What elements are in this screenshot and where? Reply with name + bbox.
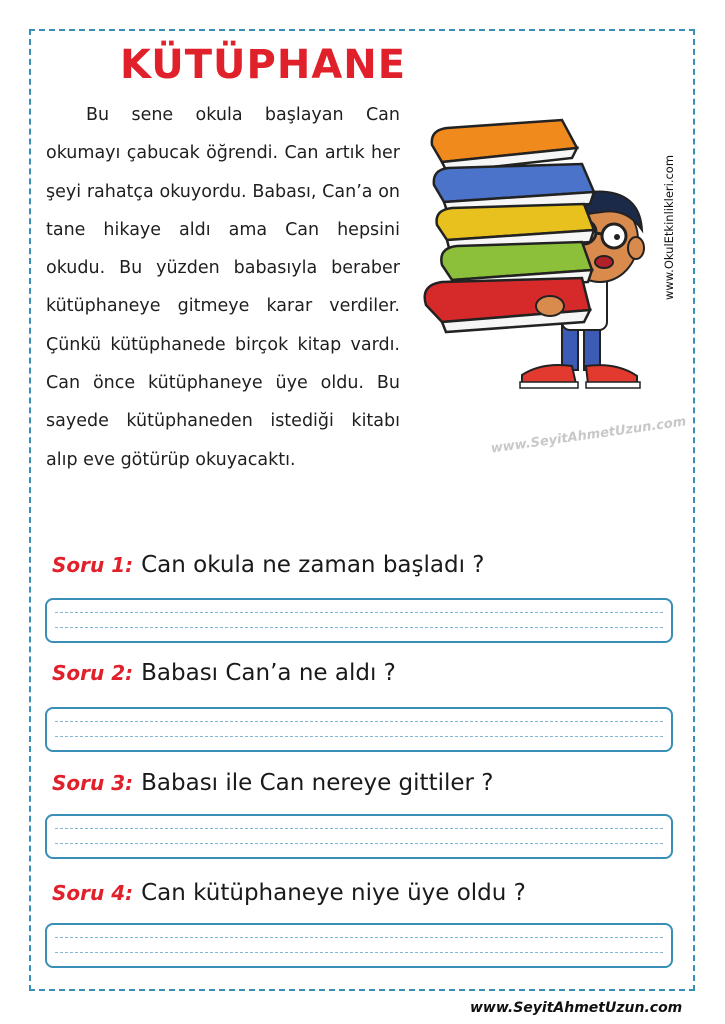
story-text: Bu sene okula başlayan Can okumayı çabucak öğrendi. Can artık her şeyi rahatça okuyordu. Babası, Can’a on tane hikaye aldı ama Can hepsini okudu. Bu yüzden babasıyla beraber kütüphaneye gitmeye karar verdiler. Çünkü kütüphanede birçok kitap vardı. Can önce kütüphaneye üye oldu. Bu sayede kütüphaneden istediği kitabı alıp eve götürüp okuyacaktı. [46, 105, 400, 470]
question-1 [52, 552, 485, 578]
question-4 [52, 880, 526, 906]
question-4-label: Soru 4: [52, 881, 134, 905]
footer-website-credit: www.SeyitAhmetUzun.com [470, 1000, 683, 1016]
question-1-label: Soru 1: [52, 553, 134, 577]
answer-box-2[interactable] [45, 707, 673, 752]
story-paragraph [46, 96, 400, 479]
question-1-text: Can okula ne zaman başladı ? [141, 552, 485, 578]
answer-box-3[interactable] [45, 814, 673, 859]
vertical-website-credit: www.OkulEtkinlikleri.com [662, 154, 676, 300]
question-4-text: Can kütüphaneye niye üye oldu ? [141, 880, 526, 906]
page-title: KÜTÜPHANE [120, 42, 407, 88]
question-3-text: Babası ile Can nereye gittiler ? [141, 770, 494, 796]
answer-box-4[interactable] [45, 923, 673, 968]
watermark-text: www.SeyitAhmetUzun.com [489, 414, 688, 457]
question-3-label: Soru 3: [52, 771, 134, 795]
boy-with-books-illustration [412, 100, 652, 400]
question-2 [52, 660, 396, 686]
question-2-text: Babası Can’a ne aldı ? [141, 660, 396, 686]
question-3 [52, 770, 494, 796]
answer-box-1[interactable] [45, 598, 673, 643]
question-2-label: Soru 2: [52, 661, 134, 685]
